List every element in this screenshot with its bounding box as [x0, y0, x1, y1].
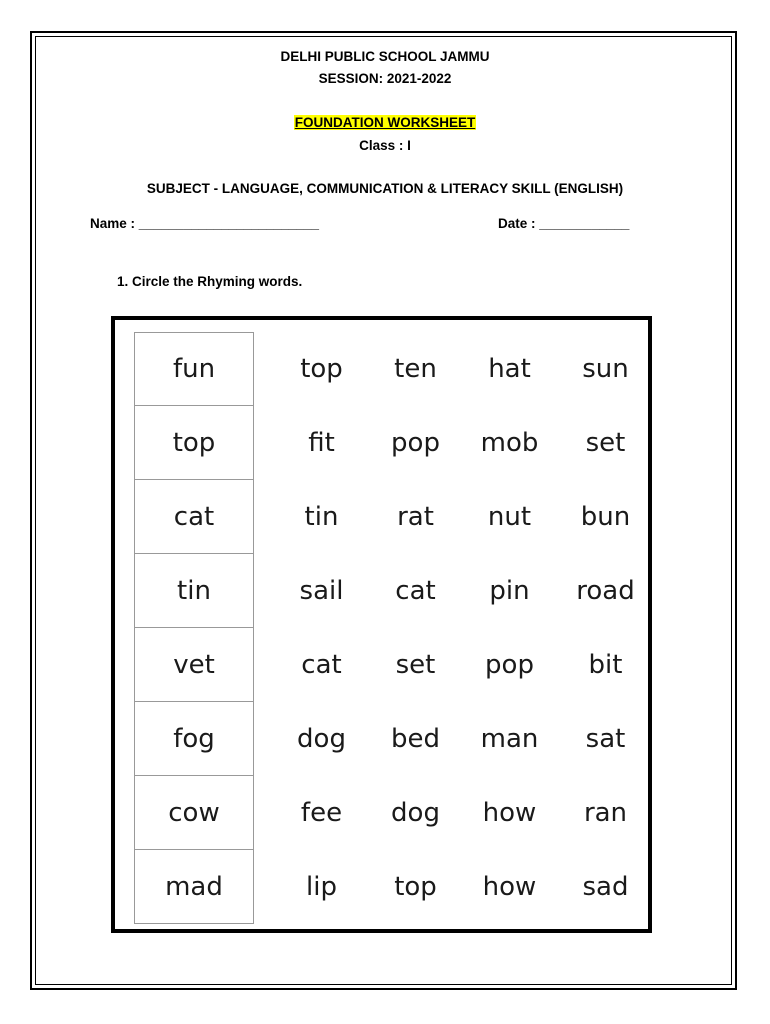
- option-word[interactable]: lip: [306, 872, 337, 902]
- word-row: [134, 776, 654, 850]
- worksheet-title-line: [0, 114, 770, 132]
- option-word[interactable]: how: [482, 872, 537, 902]
- option-word[interactable]: bun: [580, 502, 631, 532]
- option-word[interactable]: set: [395, 650, 436, 680]
- option-word[interactable]: ran: [583, 798, 628, 828]
- class-label: Class : I: [359, 138, 411, 153]
- key-word: fog: [134, 702, 254, 776]
- option-word[interactable]: bed: [390, 724, 440, 754]
- word-row: [134, 628, 654, 702]
- option-word[interactable]: bit: [588, 650, 623, 680]
- option-word[interactable]: ten: [394, 354, 437, 384]
- key-word: mad: [134, 850, 254, 924]
- option-word[interactable]: cat: [395, 576, 436, 606]
- option-word[interactable]: sun: [582, 354, 629, 384]
- key-word: tin: [134, 554, 254, 628]
- option-word[interactable]: sail: [299, 576, 344, 606]
- option-word[interactable]: set: [585, 428, 626, 458]
- option-word[interactable]: mob: [480, 428, 539, 458]
- key-word: fun: [134, 332, 254, 406]
- option-word[interactable]: hat: [488, 354, 531, 384]
- word-row: [134, 702, 654, 776]
- word-row: [134, 406, 654, 480]
- option-word[interactable]: pop: [485, 650, 534, 680]
- option-word[interactable]: fee: [300, 798, 343, 828]
- option-word[interactable]: top: [394, 872, 437, 902]
- session-label: SESSION: 2021-2022: [318, 71, 452, 86]
- option-word[interactable]: sat: [585, 724, 626, 754]
- option-word[interactable]: nut: [487, 502, 532, 532]
- option-word[interactable]: sad: [582, 872, 629, 902]
- option-word[interactable]: rat: [397, 502, 434, 532]
- date-field[interactable]: Date : ____________: [498, 216, 630, 231]
- word-row: [134, 850, 654, 924]
- worksheet-title: FOUNDATION WORKSHEET: [294, 115, 476, 130]
- subject-label: SUBJECT - LANGUAGE, COMMUNICATION & LITERACY SKILL (ENGLISH): [146, 181, 624, 196]
- option-word[interactable]: man: [480, 724, 539, 754]
- option-word[interactable]: how: [482, 798, 537, 828]
- key-word: top: [134, 406, 254, 480]
- option-word[interactable]: dog: [391, 798, 440, 828]
- name-field[interactable]: Name : ________________________: [90, 216, 319, 231]
- option-word[interactable]: pin: [489, 576, 530, 606]
- word-row: [134, 554, 654, 628]
- question-1: 1. Circle the Rhyming words.: [117, 274, 303, 289]
- option-word[interactable]: pop: [391, 428, 440, 458]
- word-row: [134, 332, 654, 406]
- key-word: vet: [134, 628, 254, 702]
- option-word[interactable]: fit: [308, 428, 335, 458]
- option-word[interactable]: tin: [304, 502, 339, 532]
- rhyming-word-grid: [134, 332, 654, 924]
- key-word: cat: [134, 480, 254, 554]
- option-word[interactable]: dog: [297, 724, 346, 754]
- option-word[interactable]: road: [576, 576, 635, 606]
- option-word[interactable]: top: [300, 354, 343, 384]
- school-name: DELHI PUBLIC SCHOOL JAMMU: [280, 49, 490, 64]
- word-row: [134, 480, 654, 554]
- key-word: cow: [134, 776, 254, 850]
- option-word[interactable]: cat: [301, 650, 342, 680]
